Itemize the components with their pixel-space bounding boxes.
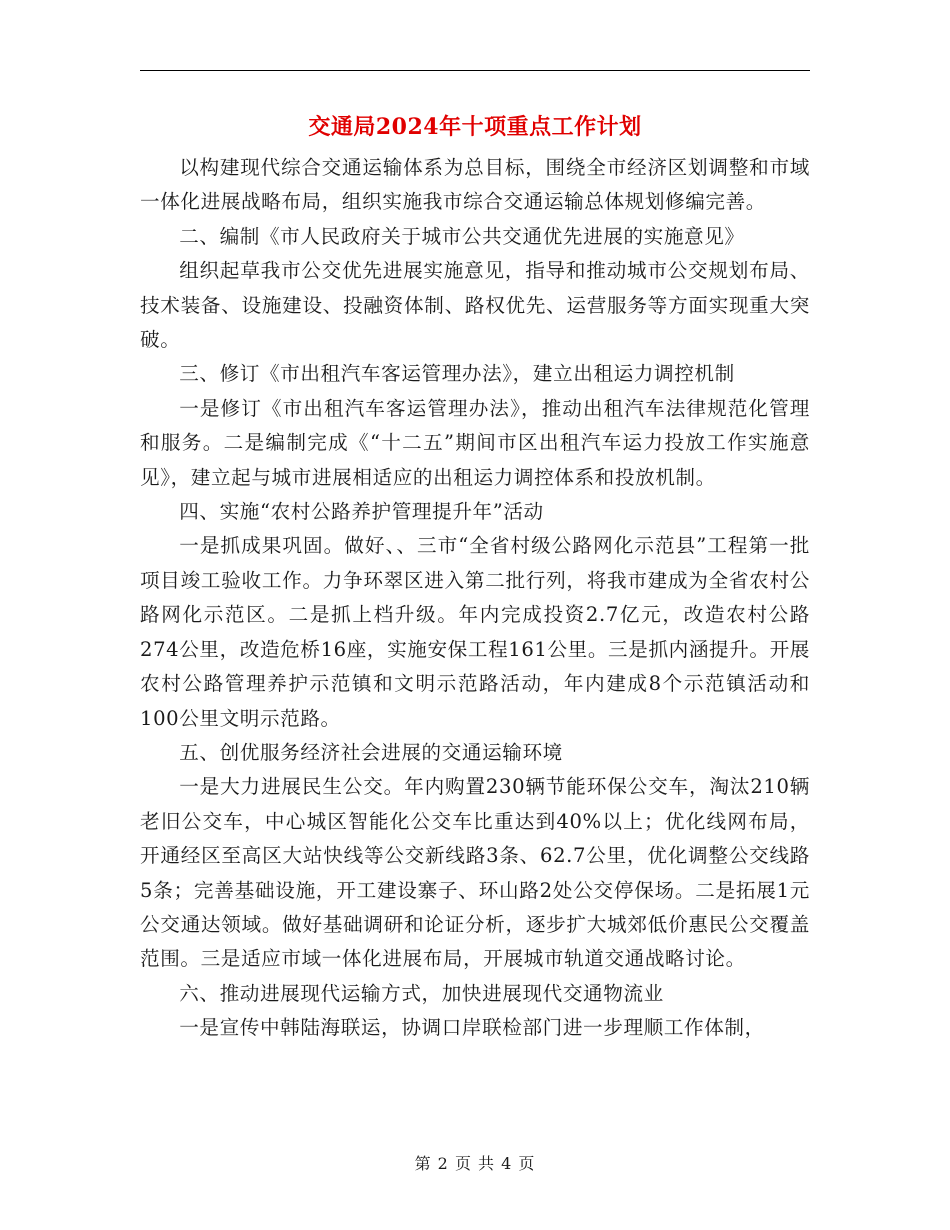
document-body: [140, 151, 810, 1046]
paragraph-section-5: 一是大力进展民生公交。年内购置230辆节能环保公交车，淘汰210辆老旧公交车，中心城区智能化公交车比重达到40%以上；优化线网布局，开通经区至高区大站快线等公交新线路3条、62.7公里，优化调整公交线路5条；完善基础设施，开工建设寨子、环山路2处公交停保场。二是拓展1元公交通达领域。做好基础调研和论证分析，逐步扩大城郊低价惠民公交覆盖范围。三是适应市域一体化进展布局，开展城市轨道交通战略讨论。: [140, 775, 810, 971]
section-heading-6: 六、推动进展现代运输方式，加快进展现代交通物流业: [179, 981, 664, 1005]
section-heading-4: 四、实施“农村公路养护管理提升年”活动: [179, 500, 544, 524]
section-heading-3: 三、修订《市出租汽车客运管理办法》，建立出租运力调控机制: [179, 362, 735, 386]
section-heading-2: 二、编制《市人民政府关于城市公共交通优先进展的实施意见》: [179, 224, 745, 248]
header-rule: [140, 70, 810, 71]
paragraph-section-6: 一是宣传中韩陆海联运，协调口岸联检部门进一步理顺工作体制，: [179, 1016, 765, 1040]
paragraph-section-2: 组织起草我市公交优先进展实施意见，指导和推动城市公交规划布局、技术装备、设施建设、投融资体制、路权优先、运营服务等方面实现重大突破。: [140, 259, 810, 352]
document-title: 交通局2024年十项重点工作计划: [308, 114, 642, 140]
paragraph-section-3: 一是修订《市出租汽车客运管理办法》，推动出租汽车法律规范化管理和服务。二是编制完成《“十二五”期间市区出租汽车运力投放工作实施意见》，建立起与城市进展相适应的出租运力调控体系和投放机制。: [140, 396, 810, 489]
paragraph-intro: 以构建现代综合交通运输体系为总目标，围绕全市经济区划调整和市域一体化进展战略布局，组织实施我市综合交通运输总体规划修编完善。: [140, 156, 810, 214]
page-number: 第 2 页 共 4 页: [414, 1154, 536, 1173]
paragraph-section-4: 一是抓成果巩固。做好、、三市“全省村级公路网化示范县”工程第一批项目竣工验收工作。力争环翠区进入第二批行列，将我市建成为全省农村公路网化示范区。二是抓上档升级。年内完成投资2.7亿元，改造农村公路274公里，改造危桥16座，实施安保工程161公里。三是抓内涵提升。开展农村公路管理养护示范镇和文明示范路活动，年内建成8个示范镇活动和100公里文明示范路。: [140, 534, 810, 730]
section-heading-5: 五、创优服务经济社会进展的交通运输环境: [179, 740, 563, 764]
page-footer: [140, 1153, 810, 1175]
